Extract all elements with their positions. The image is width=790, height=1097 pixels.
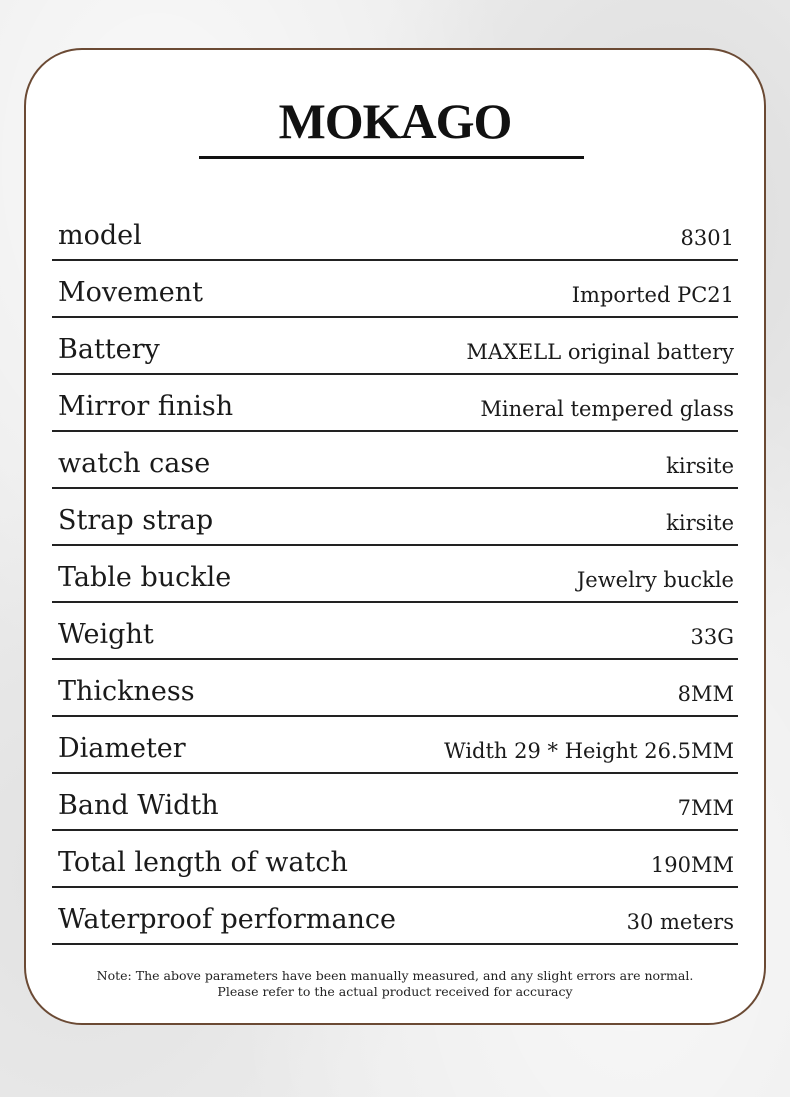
spec-row-watch-case [52,432,738,489]
spec-value: 7MM [677,796,734,820]
spec-value: MAXELL original battery [466,340,734,364]
spec-value: 8MM [677,682,734,706]
spec-value: Jewelry buckle [576,568,734,592]
disclaimer-note [30,968,760,1000]
spec-label: Battery [58,334,160,365]
spec-value: Imported PC21 [571,283,734,307]
spec-row-model [52,204,738,261]
spec-value: 190MM [650,853,734,877]
spec-row-movement [52,261,738,318]
brand-title: MOKAGO [278,93,512,149]
spec-row-diameter [52,717,738,774]
spec-label: Total length of watch [58,847,348,878]
spec-label: Mirror finish [58,391,234,422]
spec-label: Table buckle [58,562,232,593]
spec-label: Band Width [58,790,219,821]
spec-value: kirsite [666,511,734,535]
spec-label: Diameter [58,733,186,764]
spec-row-strap [52,489,738,546]
spec-row-band-width [52,774,738,831]
spec-value: 8301 [680,226,734,250]
spec-label: Thickness [58,676,195,707]
spec-label: Strap strap [58,505,214,536]
spec-row-total-length [52,831,738,888]
spec-value: 33G [690,625,734,649]
disclaimer-line-2: Please refer to the actual product received for accuracy [217,984,573,999]
spec-row-waterproof [52,888,738,945]
spec-label: watch case [58,448,211,479]
spec-value: kirsite [666,454,734,478]
spec-value: Mineral tempered glass [480,397,734,421]
spec-table [52,204,738,945]
spec-row-weight [52,603,738,660]
spec-label: Weight [58,619,154,650]
spec-label: Waterproof performance [58,904,397,935]
disclaimer-line-1: Note: The above parameters have been manually measured, and any slight errors are normal. [96,968,694,983]
spec-value: 30 meters [626,910,734,934]
spec-value: Width 29 * Height 26.5MM [444,739,734,763]
spec-label: model [58,220,142,251]
spec-label: Movement [58,277,203,308]
spec-row-thickness [52,660,738,717]
spec-row-battery [52,318,738,375]
brand-underline [199,156,584,159]
spec-row-mirror-finish [52,375,738,432]
spec-row-table-buckle [52,546,738,603]
